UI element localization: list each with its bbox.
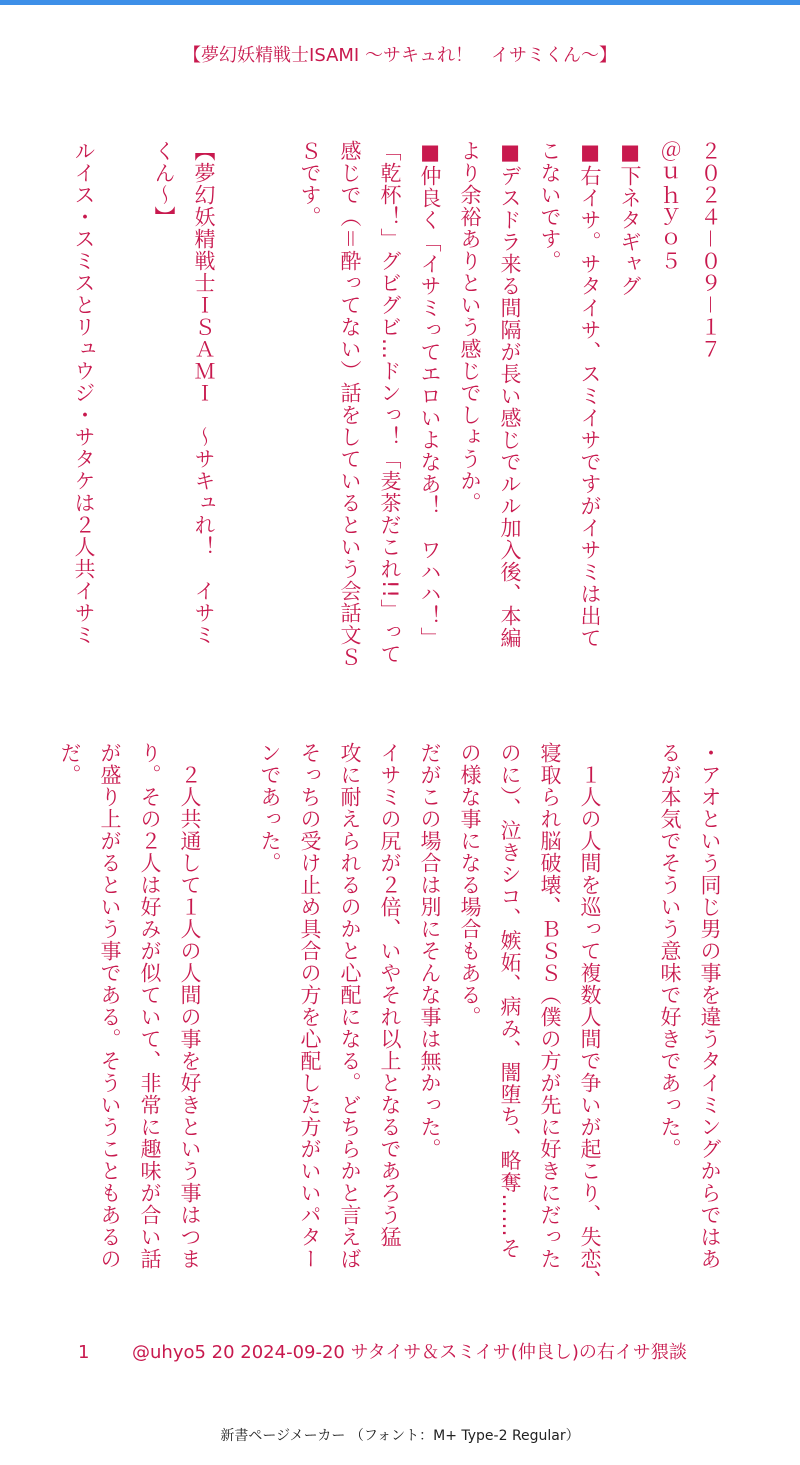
text-column: １人の人間を巡って複数人間で争いが起こり、失恋、 bbox=[578, 742, 602, 1292]
text-column: ■右イサ。サタイサ、スミイサですがイサミは出て bbox=[578, 140, 602, 649]
text-column: 「乾杯！」グビグビ…ドンっ！「麦茶だこれ!!」って bbox=[378, 140, 402, 665]
text-column: ■デスドラ来る間隔が長い感じでルル加入後、本編 bbox=[498, 140, 522, 649]
text-column: ・アオという同じ男の事を違うタイミングからではあ bbox=[698, 742, 722, 1270]
page-number: 1 bbox=[78, 1342, 90, 1363]
text-column: 寝取られ脳破壊、ＢＳＳ（僕の方が先に好きにだった bbox=[538, 742, 562, 1270]
text-column: のに）、泣きシコ、嫉妬、病み、闇堕ち、略奪……そ bbox=[498, 742, 522, 1260]
text-column: だ。 bbox=[58, 742, 82, 786]
text-column: ＠ｕｈｙｏ５ bbox=[658, 140, 682, 272]
text-column: 感じで（＝酔ってない）話をしているという会話文Ｓ bbox=[338, 140, 362, 668]
generator-credit: 新書ページメーカー （フォント：M+ Type-2 Regular） bbox=[220, 1428, 580, 1444]
text-column: そっちの受け止め具合の方を心配した方がいいパター bbox=[298, 742, 322, 1270]
text-column: ２０２４－０９－１７ bbox=[698, 140, 722, 360]
text-column: くん〜】 bbox=[152, 140, 176, 228]
text-column: より余裕ありという感じでしょうか。 bbox=[458, 140, 482, 514]
text-column: こないです。 bbox=[538, 140, 562, 272]
text-column: Ｓです。 bbox=[298, 140, 322, 228]
text-column: 攻に耐えられるのかと心配になる。どちらかと言えば bbox=[338, 742, 362, 1270]
text-column: が盛り上がるという事である。そういうこともあるの bbox=[98, 742, 122, 1270]
text-column: だがこの場合は別にそんな事は無かった。 bbox=[418, 742, 442, 1160]
text-column: り。その２人は好みが似ていて、非常に趣味が合い話 bbox=[138, 742, 162, 1270]
text-column: ■仲良く「イサミってエロいよなあ！ ワハハ！」 bbox=[418, 140, 442, 649]
text-column: ■下ネタギャグ bbox=[618, 140, 642, 297]
text-column: ンであった。 bbox=[258, 742, 282, 874]
text-column: 【夢幻妖精戦士ＩＳＡＭＩ 〜サキュれ！ イサミ bbox=[192, 140, 216, 646]
text-column: ルイス・スミスとリュウジ・サタケは２人共イサミ bbox=[72, 140, 96, 646]
text-column: ２人共通して１人の人間の事を好きという事はつま bbox=[178, 742, 202, 1270]
text-column: イサミの尻が２倍、いやそれ以上となるであろう猛 bbox=[378, 742, 402, 1248]
footer-meta: @uhyo5 20 2024-09-20 サタイサ＆スミイサ(仲良し)の右イサ猥談 bbox=[132, 1342, 687, 1363]
text-column: の様な事になる場合もある。 bbox=[458, 742, 482, 1028]
top-accent-bar bbox=[0, 0, 800, 5]
text-column: るが本気でそういう意味で好きであった。 bbox=[658, 742, 682, 1160]
page-title: 【夢幻妖精戦士ISAMI 〜サキュれ！ イサミくん〜】 bbox=[183, 45, 617, 66]
